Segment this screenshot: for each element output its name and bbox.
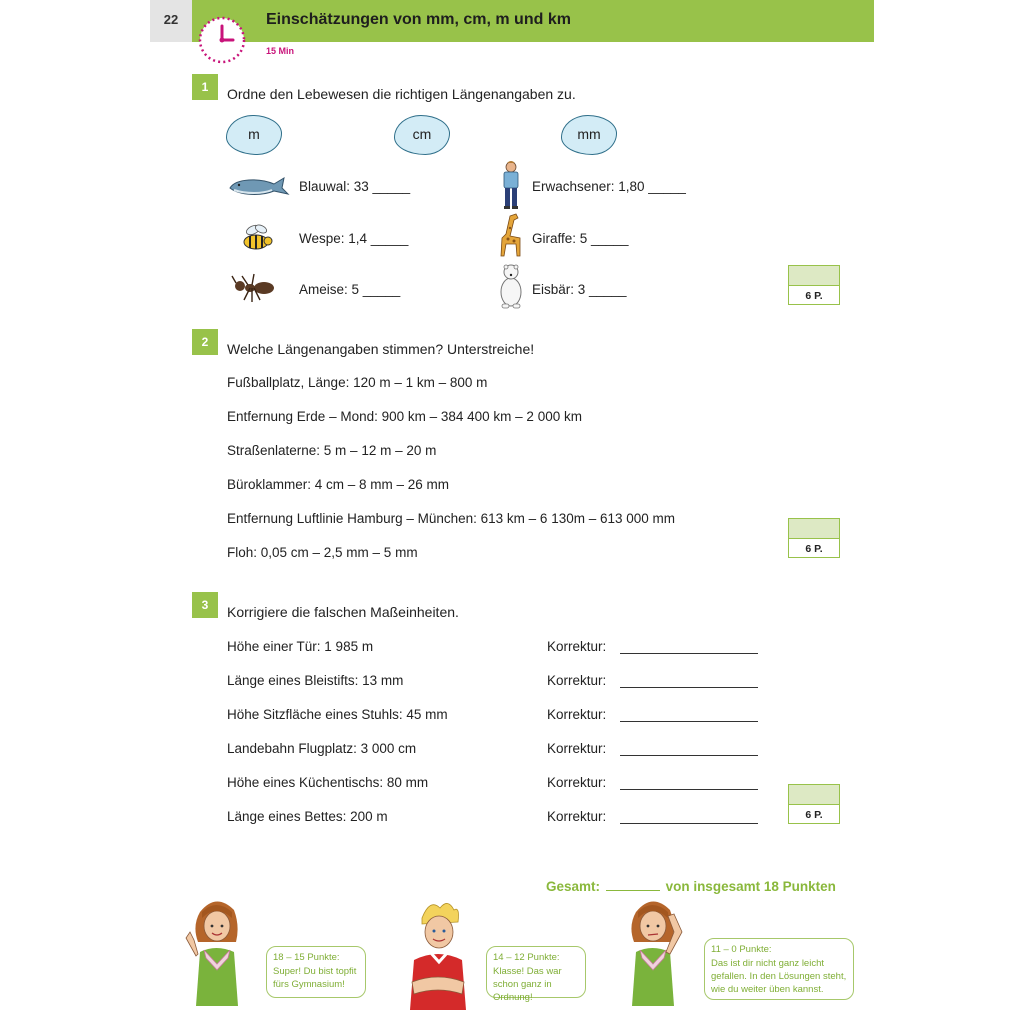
clock-icon (196, 14, 248, 66)
task1-item-ant: Ameise: 5 _____ (299, 282, 401, 297)
feedback-bubble-3 (704, 938, 854, 1000)
total-prefix: Gesamt: (546, 879, 601, 894)
time-label: 15 Min (266, 46, 295, 56)
task2-line: Entfernung Luftlinie Hamburg – München: 613 km – 6 130m – 613 000 mm (227, 511, 676, 526)
page-number: 22 (163, 12, 179, 27)
task2-question: Welche Längenangaben stimmen? Unterstreiche! (227, 341, 535, 357)
correction-label: Korrektur: (547, 775, 607, 790)
feedback-text: Das ist dir nicht ganz leicht gefallen. In den Lösungen steht, wie du weiter üben kannst. (711, 958, 847, 995)
task3-line: Landebahn Flugplatz: 3 000 cm (227, 741, 417, 756)
score-label: 6 P. (805, 290, 823, 302)
correction-input-line[interactable] (620, 653, 758, 654)
task2-line: Straßenlaterne: 5 m – 12 m – 20 m (227, 443, 437, 458)
unit-blob-m: m (226, 115, 282, 155)
total-suffix: von insgesamt 18 Punkten (665, 879, 836, 894)
score-label: 6 P. (805, 809, 823, 821)
correction-input-line[interactable] (620, 789, 758, 790)
task2-line: Büroklammer: 4 cm – 8 mm – 26 mm (227, 477, 450, 492)
correction-input-line[interactable] (620, 755, 758, 756)
task2-line: Entfernung Erde – Mond: 900 km – 384 400 km – 2 000 km (227, 409, 582, 424)
task1-item-wasp: Wespe: 1,4 _____ (299, 231, 409, 246)
giraffe-icon (490, 212, 526, 258)
total-input-line[interactable] (606, 890, 660, 891)
task3-line: Höhe einer Tür: 1 985 m (227, 639, 374, 654)
feedback-text: Super! Du bist topfit fürs Gymnasium! (273, 966, 357, 990)
correction-input-line[interactable] (620, 687, 758, 688)
polar-bear-icon (496, 262, 526, 310)
page-title: Einschätzungen von mm, cm, m und km (266, 11, 571, 28)
boy-arms-crossed-icon (400, 900, 476, 1010)
correction-input-line[interactable] (620, 823, 758, 824)
feedback-range: 11 – 0 Punkte: (711, 944, 772, 955)
task-number-2: 2 (192, 329, 218, 355)
feedback-text: Klasse! Das war schon ganz in Ordnung! (493, 966, 562, 1003)
ant-icon (230, 270, 278, 306)
task3-line: Länge eines Bleistifts: 13 mm (227, 673, 404, 688)
task1-item-adult: Erwachsener: 1,80 _____ (532, 179, 686, 194)
unit-blob-mm: mm (561, 115, 617, 155)
girl-thumbs-up-icon (178, 896, 254, 1006)
task-number-1: 1 (192, 74, 218, 100)
feedback-bubble-2 (486, 946, 586, 1003)
unit-blob-cm: cm (394, 115, 450, 155)
feedback-range: 18 – 15 Punkte: (273, 952, 340, 963)
feedback-bubble-1 (266, 946, 366, 998)
feedback-range: 14 – 12 Punkte: (493, 952, 560, 963)
task2-line: Fußballplatz, Länge: 120 m – 1 km – 800 m (227, 375, 488, 390)
task3-question: Korrigiere die falschen Maßeinheiten. (227, 604, 459, 620)
wasp-icon (236, 218, 278, 260)
task1-item-polar-bear: Eisbär: 3 _____ (532, 282, 627, 297)
score-label: 6 P. (805, 543, 823, 555)
task1-item-giraffe: Giraffe: 5 _____ (532, 231, 629, 246)
score-box-task1[interactable] (788, 265, 840, 305)
score-box-task3[interactable] (788, 784, 840, 824)
girl-thinking-icon (614, 896, 690, 1006)
task3-line: Höhe Sitzfläche eines Stuhls: 45 mm (227, 707, 448, 722)
correction-label: Korrektur: (547, 707, 607, 722)
whale-icon (226, 166, 292, 208)
correction-input-line[interactable] (620, 721, 758, 722)
correction-label: Korrektur: (547, 673, 607, 688)
total-score (546, 879, 836, 894)
correction-label: Korrektur: (547, 639, 607, 654)
task-number-3: 3 (192, 592, 218, 618)
man-icon (496, 160, 526, 210)
correction-label: Korrektur: (547, 741, 607, 756)
task3-line: Höhe eines Küchentischs: 80 mm (227, 775, 429, 790)
correction-label: Korrektur: (547, 809, 607, 824)
task1-question: Ordne den Lebewesen die richtigen Längenangaben zu. (227, 86, 576, 102)
score-box-task2[interactable] (788, 518, 840, 558)
task2-line: Floh: 0,05 cm – 2,5 mm – 5 mm (227, 545, 418, 560)
task1-item-whale: Blauwal: 33 _____ (299, 179, 411, 194)
task3-line: Länge eines Bettes: 200 m (227, 809, 388, 824)
